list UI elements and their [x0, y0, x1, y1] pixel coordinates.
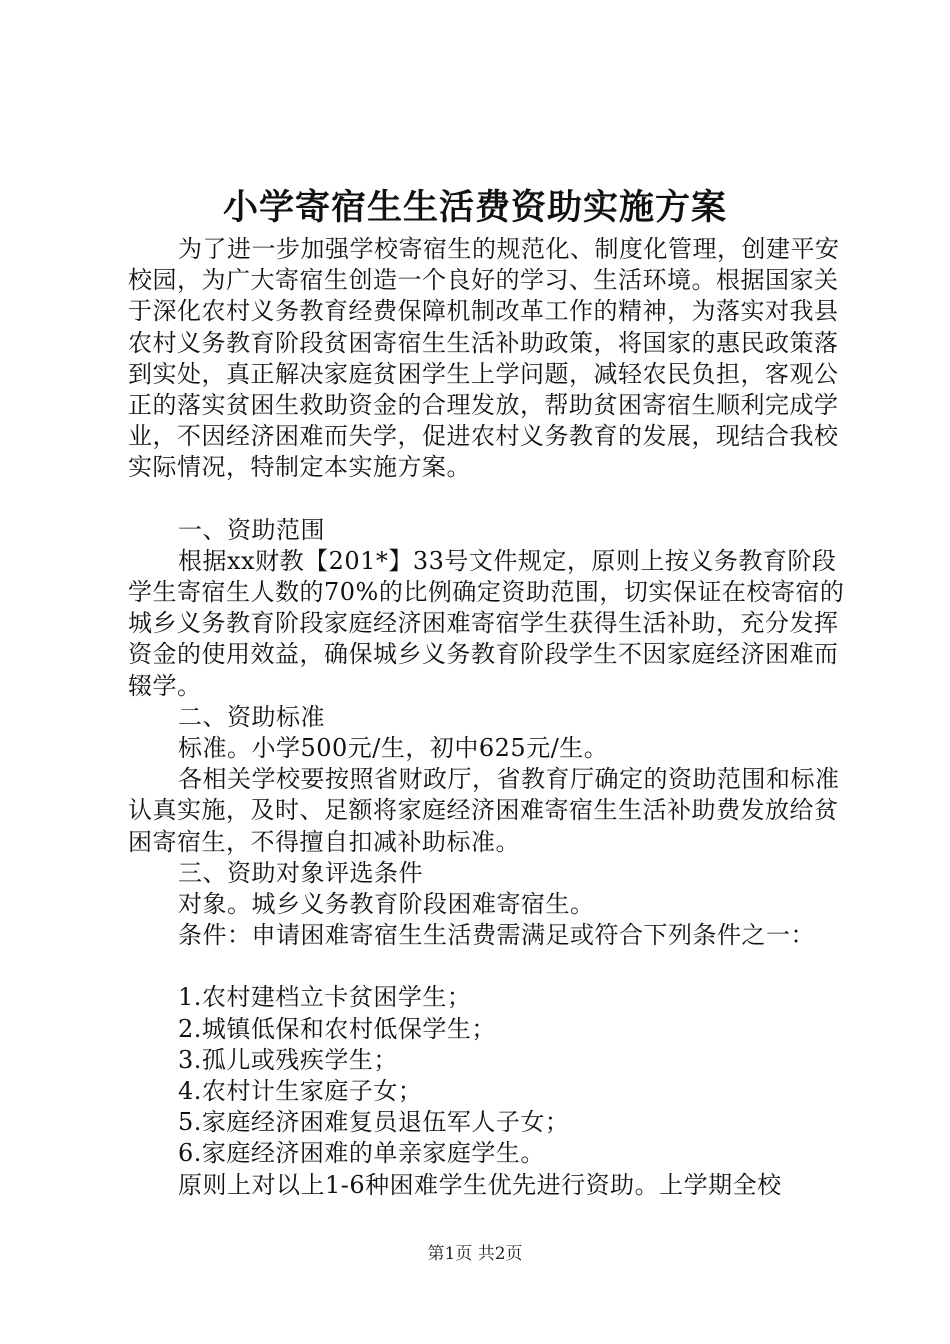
closing-paragraph: 原则上对以上1-6种困难学生优先进行资助。上学期全校 [178, 1170, 782, 1199]
list-item: 4.农村计生家庭子女； [178, 1077, 423, 1106]
section3-conditions: 条件：申请困难寄宿生生活费需满足或符合下列条件之一： [178, 921, 815, 950]
section3-target: 对象。城乡义务教育阶段困难寄宿生。 [178, 890, 595, 919]
section2-standard: 标准。小学500元/生，初中625元/生。 [178, 734, 609, 763]
list-item: 2.城镇低保和农村低保学生； [178, 1014, 496, 1043]
document-body [128, 234, 848, 1201]
section3-heading: 三、资助对象评选条件 [178, 858, 423, 887]
paragraph-spacer [128, 951, 848, 982]
paragraph-spacer [128, 484, 848, 515]
list-item: 1.农村建档立卡贫困学生； [178, 983, 472, 1012]
list-item: 5.家庭经济困难复员退伍军人子女； [178, 1108, 570, 1137]
section1-paragraph: 根据xx财教【201*】33号文件规定，原则上按义务教育阶段学生寄宿生人数的70%的比例确定资助范围，切实保证在校寄宿的城乡义务教育阶段家庭经济困难寄宿学生获得生活补助，充分发挥资金的使用效益，确保城乡义务教育阶段学生不因家庭经济困难而辍学。 [128, 546, 845, 700]
page-footer: 第1页 共2页 [427, 1244, 523, 1264]
intro-paragraph: 为了进一步加强学校寄宿生的规范化、制度化管理，创建平安校园，为广大寄宿生创造一个良好的学习、生活环境。根据国家关于深化农村义务教育经费保障机制改革工作的精神，为落实对我县农村义务教育阶段贫困寄宿生生活补助政策，将国家的惠民政策落到实处，真正解决家庭贫困学生上学问题，减轻农民负担，客观公正的落实贫困生救助资金的合理发放，帮助贫困寄宿生顺利完成学业，不因经济困难而失学，促进农村义务教育的发展，现结合我校实际情况，特制定本实施方案。 [128, 235, 840, 482]
list-item: 6.家庭经济困难的单亲家庭学生。 [178, 1139, 545, 1168]
section2-paragraph: 各相关学校要按照省财政厅，省教育厅确定的资助范围和标准认真实施，及时、足额将家庭经济困难寄宿生生活补助费发放给贫困寄宿生，不得擅自扣减补助标准。 [128, 765, 840, 856]
document-title: 小学寄宿生生活费资助实施方案 [222, 187, 727, 228]
list-item: 3.孤儿或残疾学生； [178, 1045, 398, 1074]
section1-heading: 一、资助范围 [178, 515, 325, 544]
section2-heading: 二、资助标准 [178, 702, 325, 731]
